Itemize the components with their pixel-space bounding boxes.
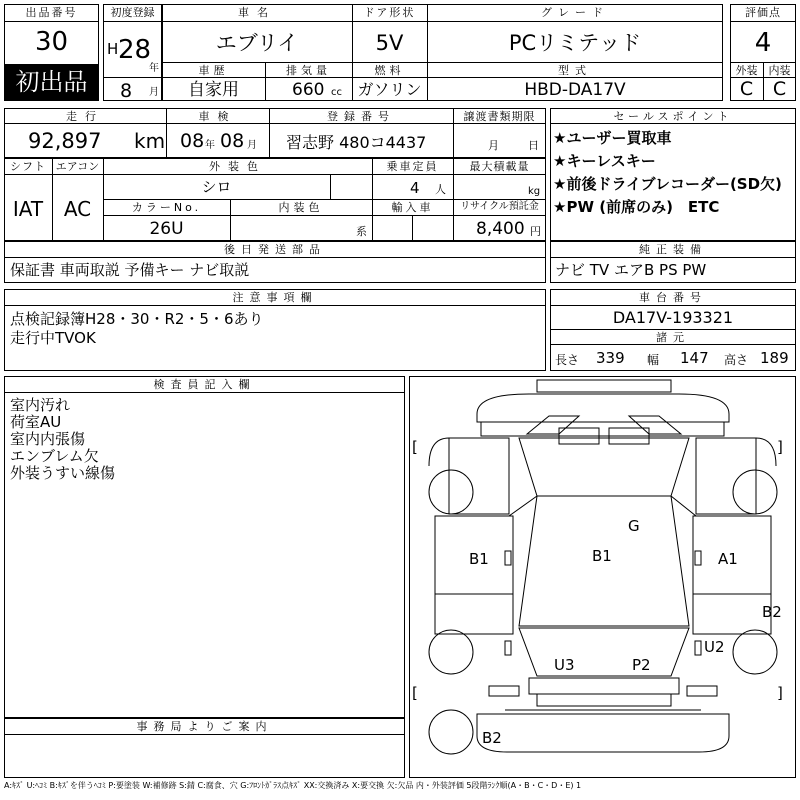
height-value: 189 <box>760 349 789 367</box>
history-value: 自家用 <box>188 80 239 100</box>
diagram-bracket-left-top: [ <box>412 438 418 456</box>
recycle-unit: 円 <box>530 225 541 238</box>
door-label: ドア形状 <box>363 6 416 19</box>
right-rear-door <box>693 594 771 634</box>
sales-point-1: ★ユーザー買取車 <box>553 129 672 147</box>
era-value: H <box>107 40 119 58</box>
month-value: 8 <box>120 80 133 102</box>
later-parts-label: 後日発送部品 <box>224 243 326 256</box>
model-label: 型式 <box>558 64 592 77</box>
front-left-wheel <box>429 470 473 514</box>
mark-u2: U2 <box>704 638 725 656</box>
right-side-outline <box>696 438 756 514</box>
mileage-label: 走行 <box>66 110 104 123</box>
ext-color-value: シロ <box>201 178 232 196</box>
lot-no-label: 出品番号 <box>25 6 78 19</box>
insp-month-unit: 月 <box>247 140 257 151</box>
later-parts-value: 保証書 車両取説 予備キー ナビ取説 <box>10 261 250 279</box>
inspector-label: 検査員記入欄 <box>153 378 256 391</box>
left-side-outline <box>449 438 509 514</box>
transfer-month: 月 <box>488 139 499 152</box>
reg-no-label: 登録番号 <box>327 110 395 123</box>
lot-no-value: 30 <box>34 27 69 57</box>
ext-color-label: 外装色 <box>209 160 266 173</box>
genuine-value: ナビ TV エアB PS PW <box>555 261 707 279</box>
front-glass-outline <box>519 438 689 496</box>
capacity-unit: 人 <box>435 183 446 196</box>
rear-gate-outline <box>529 678 679 694</box>
insp-year-value: 08 <box>180 130 205 152</box>
mileage-value: 92,897 <box>28 129 102 153</box>
car-name-value: エブリイ <box>215 31 299 55</box>
office-label: 事務局よりご案内 <box>136 720 273 733</box>
int-color-unit: 系 <box>356 225 367 238</box>
int-color-label: 内装色 <box>278 201 324 214</box>
insp-year-unit: 年 <box>205 140 215 151</box>
fuel-label: 燃料 <box>374 64 405 77</box>
interior-label: 内装 <box>768 64 791 77</box>
height-label: 高さ <box>724 353 749 367</box>
caution-line-2: 走行中TVOK <box>10 329 96 347</box>
year-value: 28 <box>118 35 152 65</box>
capacity-label: 乗車定員 <box>386 160 439 173</box>
grade-label: グレード <box>541 6 609 19</box>
inspector-line-5: 外装うすい線傷 <box>10 464 116 482</box>
car-damage-diagram <box>409 376 796 778</box>
shift-value: IAT <box>12 197 44 221</box>
score-label: 評価点 <box>745 6 781 19</box>
length-value: 339 <box>596 349 625 367</box>
mark-p2: P2 <box>632 656 651 674</box>
exterior-value: C <box>739 78 754 100</box>
transfer-label: 譲渡書類期限 <box>463 110 536 123</box>
first-time-badge: 初出品 <box>5 65 98 100</box>
mark-u3: U3 <box>554 656 575 674</box>
genuine-label: 純正装備 <box>639 243 707 256</box>
caution-line-1: 点検記録簿H28・30・R2・5・6あり <box>10 310 264 328</box>
width-value: 147 <box>680 349 709 367</box>
mark-g: G <box>628 517 640 535</box>
left-rear-door <box>435 594 513 634</box>
front-grille-outline <box>537 380 671 392</box>
exterior-label: 外装 <box>735 64 758 77</box>
import-label: 輸入車 <box>391 201 434 214</box>
caution-label: 注意事項欄 <box>232 291 318 304</box>
mark-b1-left: B1 <box>469 550 489 568</box>
interior-value: C <box>772 78 787 100</box>
rear-right-wheel <box>733 630 777 674</box>
dimensions-label: 諸元 <box>656 331 690 344</box>
chassis-value: DA17V-193321 <box>612 308 734 327</box>
inspector-line-3: 室内内張傷 <box>10 430 86 448</box>
first-reg-label: 初度登録 <box>110 6 155 19</box>
diagram-bracket-right-mid: ] <box>777 684 783 702</box>
front-bumper-outline <box>477 394 729 422</box>
recycle-value: 8,400 <box>476 219 525 239</box>
inspection-label: 車検 <box>198 110 237 123</box>
spare-wheel <box>429 710 473 754</box>
year-unit: 年 <box>149 63 159 74</box>
car-name-label: 車名 <box>238 6 276 19</box>
sales-point-4: ★PW (前席のみ) ETC <box>553 198 720 216</box>
inspector-line-2: 荷室AU <box>10 413 62 431</box>
transfer-day: 日 <box>528 139 539 152</box>
displacement-unit: cc <box>331 87 342 98</box>
diagram-bracket-left-mid: [ <box>412 684 418 702</box>
mileage-unit: km <box>134 129 166 153</box>
reg-no-value: 習志野 480コ4437 <box>286 133 427 152</box>
chassis-label: 車台番号 <box>639 291 707 304</box>
inspector-line-1: 室内汚れ <box>10 396 71 414</box>
mark-b1-center: B1 <box>592 547 612 565</box>
score-value: 4 <box>754 28 772 58</box>
load-unit: kg <box>528 186 541 197</box>
mark-a1: A1 <box>718 550 738 568</box>
history-label: 車歴 <box>198 64 229 77</box>
recycle-label: リサイクル預託金 <box>460 201 539 212</box>
max-load-label: 最大積載量 <box>469 160 530 173</box>
model-value: HBD-DA17V <box>524 80 626 100</box>
inspector-line-4: エンブレム欠 <box>10 447 99 465</box>
shift-label: シフト <box>10 160 46 173</box>
aircon-label: エアコン <box>55 160 100 173</box>
color-no-value: 26U <box>149 219 184 239</box>
diagram-bracket-right-top: ] <box>777 438 783 456</box>
inspector-box <box>4 376 405 718</box>
capacity-value: 4 <box>410 179 420 197</box>
grade-value: PCリミテッド <box>508 31 642 55</box>
sales-point-2: ★キーレスキー <box>553 152 656 170</box>
hood-outline <box>481 422 724 436</box>
front-right-wheel <box>733 470 777 514</box>
fuel-value: ガソリン <box>357 80 422 99</box>
color-no-label: カラーNo. <box>131 201 202 214</box>
rear-left-wheel <box>429 630 473 674</box>
sales-point-3: ★前後ドライブレコーダー(SD欠) <box>553 175 782 193</box>
aircon-value: AC <box>63 197 92 221</box>
length-label: 長さ <box>555 353 580 367</box>
legend-text: A:ｷｽﾞ U:ﾍｺﾐ B:ｷｽﾞを伴うﾍｺﾐ P:要塗装 W:補修跡 S:錆 C:腐食、穴 G:ﾌﾛﾝﾄｶﾞﾗｽ点ｷｽﾞ XX:交換済み X:要交換 欠:欠品 内・外装評価 5段階ﾗﾝｸ順(A・B・C・D・E) 1 <box>4 781 582 790</box>
rear-bumper-outline <box>477 714 729 752</box>
sales-point-label: セールスポイント <box>613 110 733 123</box>
displacement-label: 排気量 <box>286 64 331 77</box>
mark-b2-bottom: B2 <box>482 729 502 747</box>
mark-b2-right: B2 <box>762 603 782 621</box>
rear-glass-outline <box>519 628 689 676</box>
width-label: 幅 <box>647 353 660 367</box>
insp-month-value: 08 <box>220 130 245 152</box>
month-unit: 月 <box>149 87 159 98</box>
displacement-value: 660 <box>292 80 325 100</box>
door-value: 5V <box>375 31 404 55</box>
